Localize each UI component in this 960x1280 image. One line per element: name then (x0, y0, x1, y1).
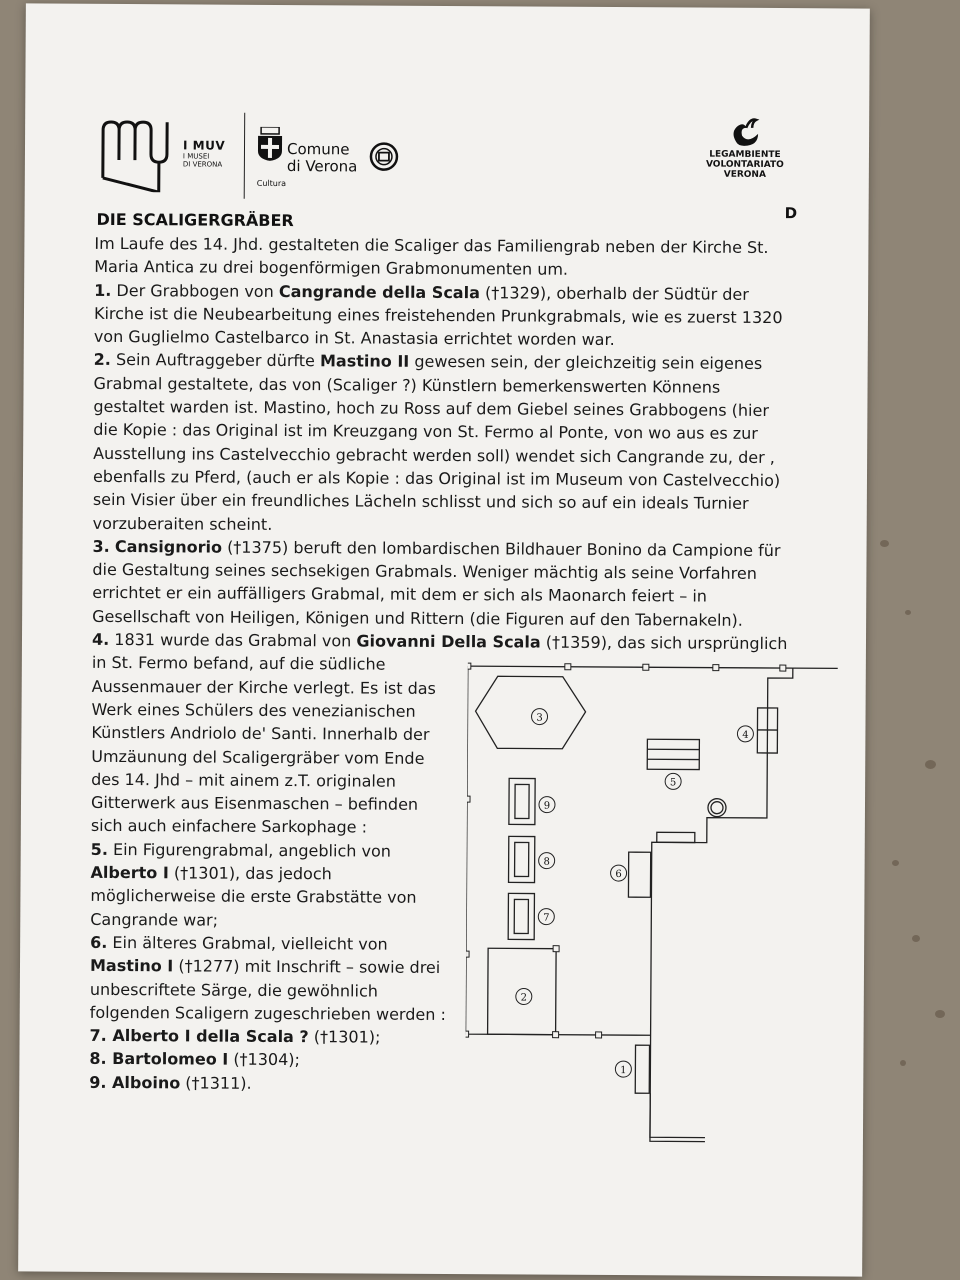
item-name: Mastino I (89, 956, 174, 976)
tomb-7-inner (514, 899, 528, 933)
fence-post (553, 1032, 559, 1038)
item-1 (94, 278, 794, 352)
item-text: Sein Auftraggeber dürfte (110, 350, 321, 371)
fence-post (465, 1031, 469, 1037)
tomb-3-outline (475, 676, 585, 749)
plan-label-6: 6 (615, 869, 622, 881)
page-title: DIE SCALIGERGRÄBER (96, 209, 294, 231)
plan-label-9: 9 (543, 800, 551, 812)
tomb-6-outline (628, 852, 650, 897)
item-text: (†1375) beruft den lombardischen Bildhauer Bonino da Campione für die Gestaltung seines sechsekigen Grabmals. Weniger mächtig als seine Vorfahren errichtet er ein auffälligers Grabmal, mit dem er sich als Maonarch feiert – in Gesellschaft von Heiligen, Königen und Rittern (die Figuren auf den Tabernakeln). (92, 537, 781, 630)
plan-label-4: 4 (742, 729, 749, 741)
list-item-date: (†1301); (308, 1027, 381, 1047)
list-item-name: 7. Alberto I della Scala ? (89, 1025, 309, 1047)
fence-post (596, 1032, 602, 1038)
tomb-8-outline (509, 836, 535, 882)
plan-label-8: 8 (543, 856, 550, 868)
well-inner (711, 802, 723, 814)
plan-label-5: 5 (669, 777, 677, 789)
legambiente-line-2: VOLONTARIATO (705, 159, 784, 171)
narrow-column (89, 651, 452, 1096)
item-number: 6. (90, 932, 108, 952)
fence-post (643, 664, 649, 670)
item-text: Ein älteres Grabmal, vielleicht von (107, 932, 388, 954)
header-divider (244, 113, 246, 199)
tomb-9-inner (515, 784, 529, 818)
item-name: Mastino II (319, 351, 410, 372)
legambiente-line-3: VERONA (723, 169, 766, 180)
comune-line-2: di Verona (286, 157, 358, 176)
tomb-9-outline (509, 778, 535, 824)
item-number: 2. (93, 350, 111, 370)
item-5 (90, 838, 451, 933)
list-item-name: 8. Bartolomeo I (89, 1049, 229, 1070)
muv-text (183, 138, 225, 168)
list-item-date: (†1311). (180, 1073, 252, 1093)
fence-post (565, 664, 571, 670)
plan-label-7: 7 (543, 912, 550, 924)
tomb-2-outline (488, 948, 557, 1034)
muv-subtitle-2: DI VERONA (182, 160, 223, 169)
muv-title: I MUV (182, 138, 226, 153)
item-name: Cangrande della Scala (278, 281, 480, 302)
step-outline (657, 832, 695, 842)
item-number: 3. (92, 536, 110, 556)
item-number: 5. (90, 839, 108, 859)
tomb-5-outline (647, 739, 699, 769)
item-2 (93, 348, 794, 539)
list-item-name: 9. Alboino (89, 1072, 181, 1093)
unesco-icon (369, 142, 399, 172)
plan-label-3: 3 (536, 712, 543, 724)
item-text: (†1301), das jedoch möglicherweise die erste Grabstätte von Cangrande war; (90, 863, 417, 930)
item-text: (†1329), oberhalb der Südtür der Kirche ist die Neubearbeitung eines freistehenden Prunkgrabmals, wie es zuerst 1320 von Guglielmo Castelbarco in St. Anastasia errichtet worden war. (93, 282, 783, 350)
item-text: Der Grabbogen von (111, 280, 279, 301)
paper-sheet (18, 3, 870, 1276)
verona-crest-icon (257, 127, 283, 161)
list-item (90, 1024, 450, 1049)
intro-paragraph: Im Laufe des 14. Jhd. gestalteten die Scaliger das Familiengrab neben der Kirche St. Maria Antica zu drei bogenförmigen Grabmonumenten um. (94, 233, 769, 280)
item-text: 1831 wurde das Grabmal von (109, 630, 357, 651)
item-6 (90, 931, 451, 1026)
tomb-7-outline (508, 893, 534, 939)
fence-post (780, 665, 786, 671)
section-letter: D (784, 204, 798, 223)
fence-line (466, 666, 653, 1035)
item-number: 1. (94, 280, 112, 300)
fence-post (553, 946, 559, 952)
tomb-1-outline (635, 1045, 649, 1093)
item-4-continued: in St. Fermo befand, auf die südliche Aussenmauer der Kirche verlegt. Es ist das Werk eines Schülers des venezianischen Künstlers Andriolo de' Santi. Innerhalb der Umzäunung del Scaligergräber vom Ende des 14. Jhd – mit ainem z.T. originalen Gitterwerk aus Eisenmaschen – befinden sich auch einfachere Sarkophage : (90, 653, 436, 837)
item-text: gewesen sein, der gleichzeitig sein eigenes Grabmal gestaltete, das von (Scaliger ?) Künstlern bemerkenswerten Könnens gestaltet warden ist. Mastino, hoch zu Ross auf dem Giebel seines Grabbogens (hier die Kopie : das Original ist im Kreuzgang von St. Fermo al Ponte, von wo aus es zur Ausstellung ins Castelvecchio gebracht werden soll) wendet sich Cangrande zu, der , ebenfalls zu Pferd, (auch er als Kopie : das Original ist im Museum von Castelvecchio) sein Visier über ein freundliches Lächeln schlisst und sich so auf ein ideals Turnier vorzuberaiten scheint. (92, 352, 781, 534)
cultura-label: Cultura (256, 178, 287, 189)
item-number: 4. (91, 629, 110, 650)
muv-subtitle-1: I MUSEI (182, 152, 210, 161)
plan-label-1: 1 (620, 1065, 627, 1077)
comune-di-verona (287, 141, 358, 175)
legambiente-line-1: LEGAMBIENTE (709, 149, 781, 161)
item-text: Ein Figurengrabmal, angeblich von (107, 839, 391, 861)
site-plan (465, 656, 838, 1148)
muv-logo (99, 116, 177, 192)
plan-label-2: 2 (520, 992, 528, 1004)
item-name: Alberto I (90, 862, 169, 883)
item-name: Giovanni Della Scala (356, 631, 541, 652)
tomb-8-inner (515, 842, 529, 876)
fence-post (713, 665, 719, 671)
fence-post (465, 951, 469, 957)
item-text: (†1359), das sich ursprünglich (540, 632, 788, 654)
item-3 (92, 535, 793, 632)
legambiente-logo (695, 116, 795, 181)
wall-line (650, 1093, 705, 1141)
comune-line-1: Comune (286, 140, 350, 159)
list-item (89, 1047, 449, 1072)
item-name: Cansignorio (114, 536, 223, 557)
list-item (89, 1071, 449, 1096)
item-text: (†1277) mit Inschrift – sowie drei unbescriftete Särge, die gewöhnlich folgenden Scaligern zugeschrieben werden : (89, 956, 446, 1024)
list-item-date: (†1304); (228, 1050, 301, 1070)
swan-icon (728, 116, 762, 148)
